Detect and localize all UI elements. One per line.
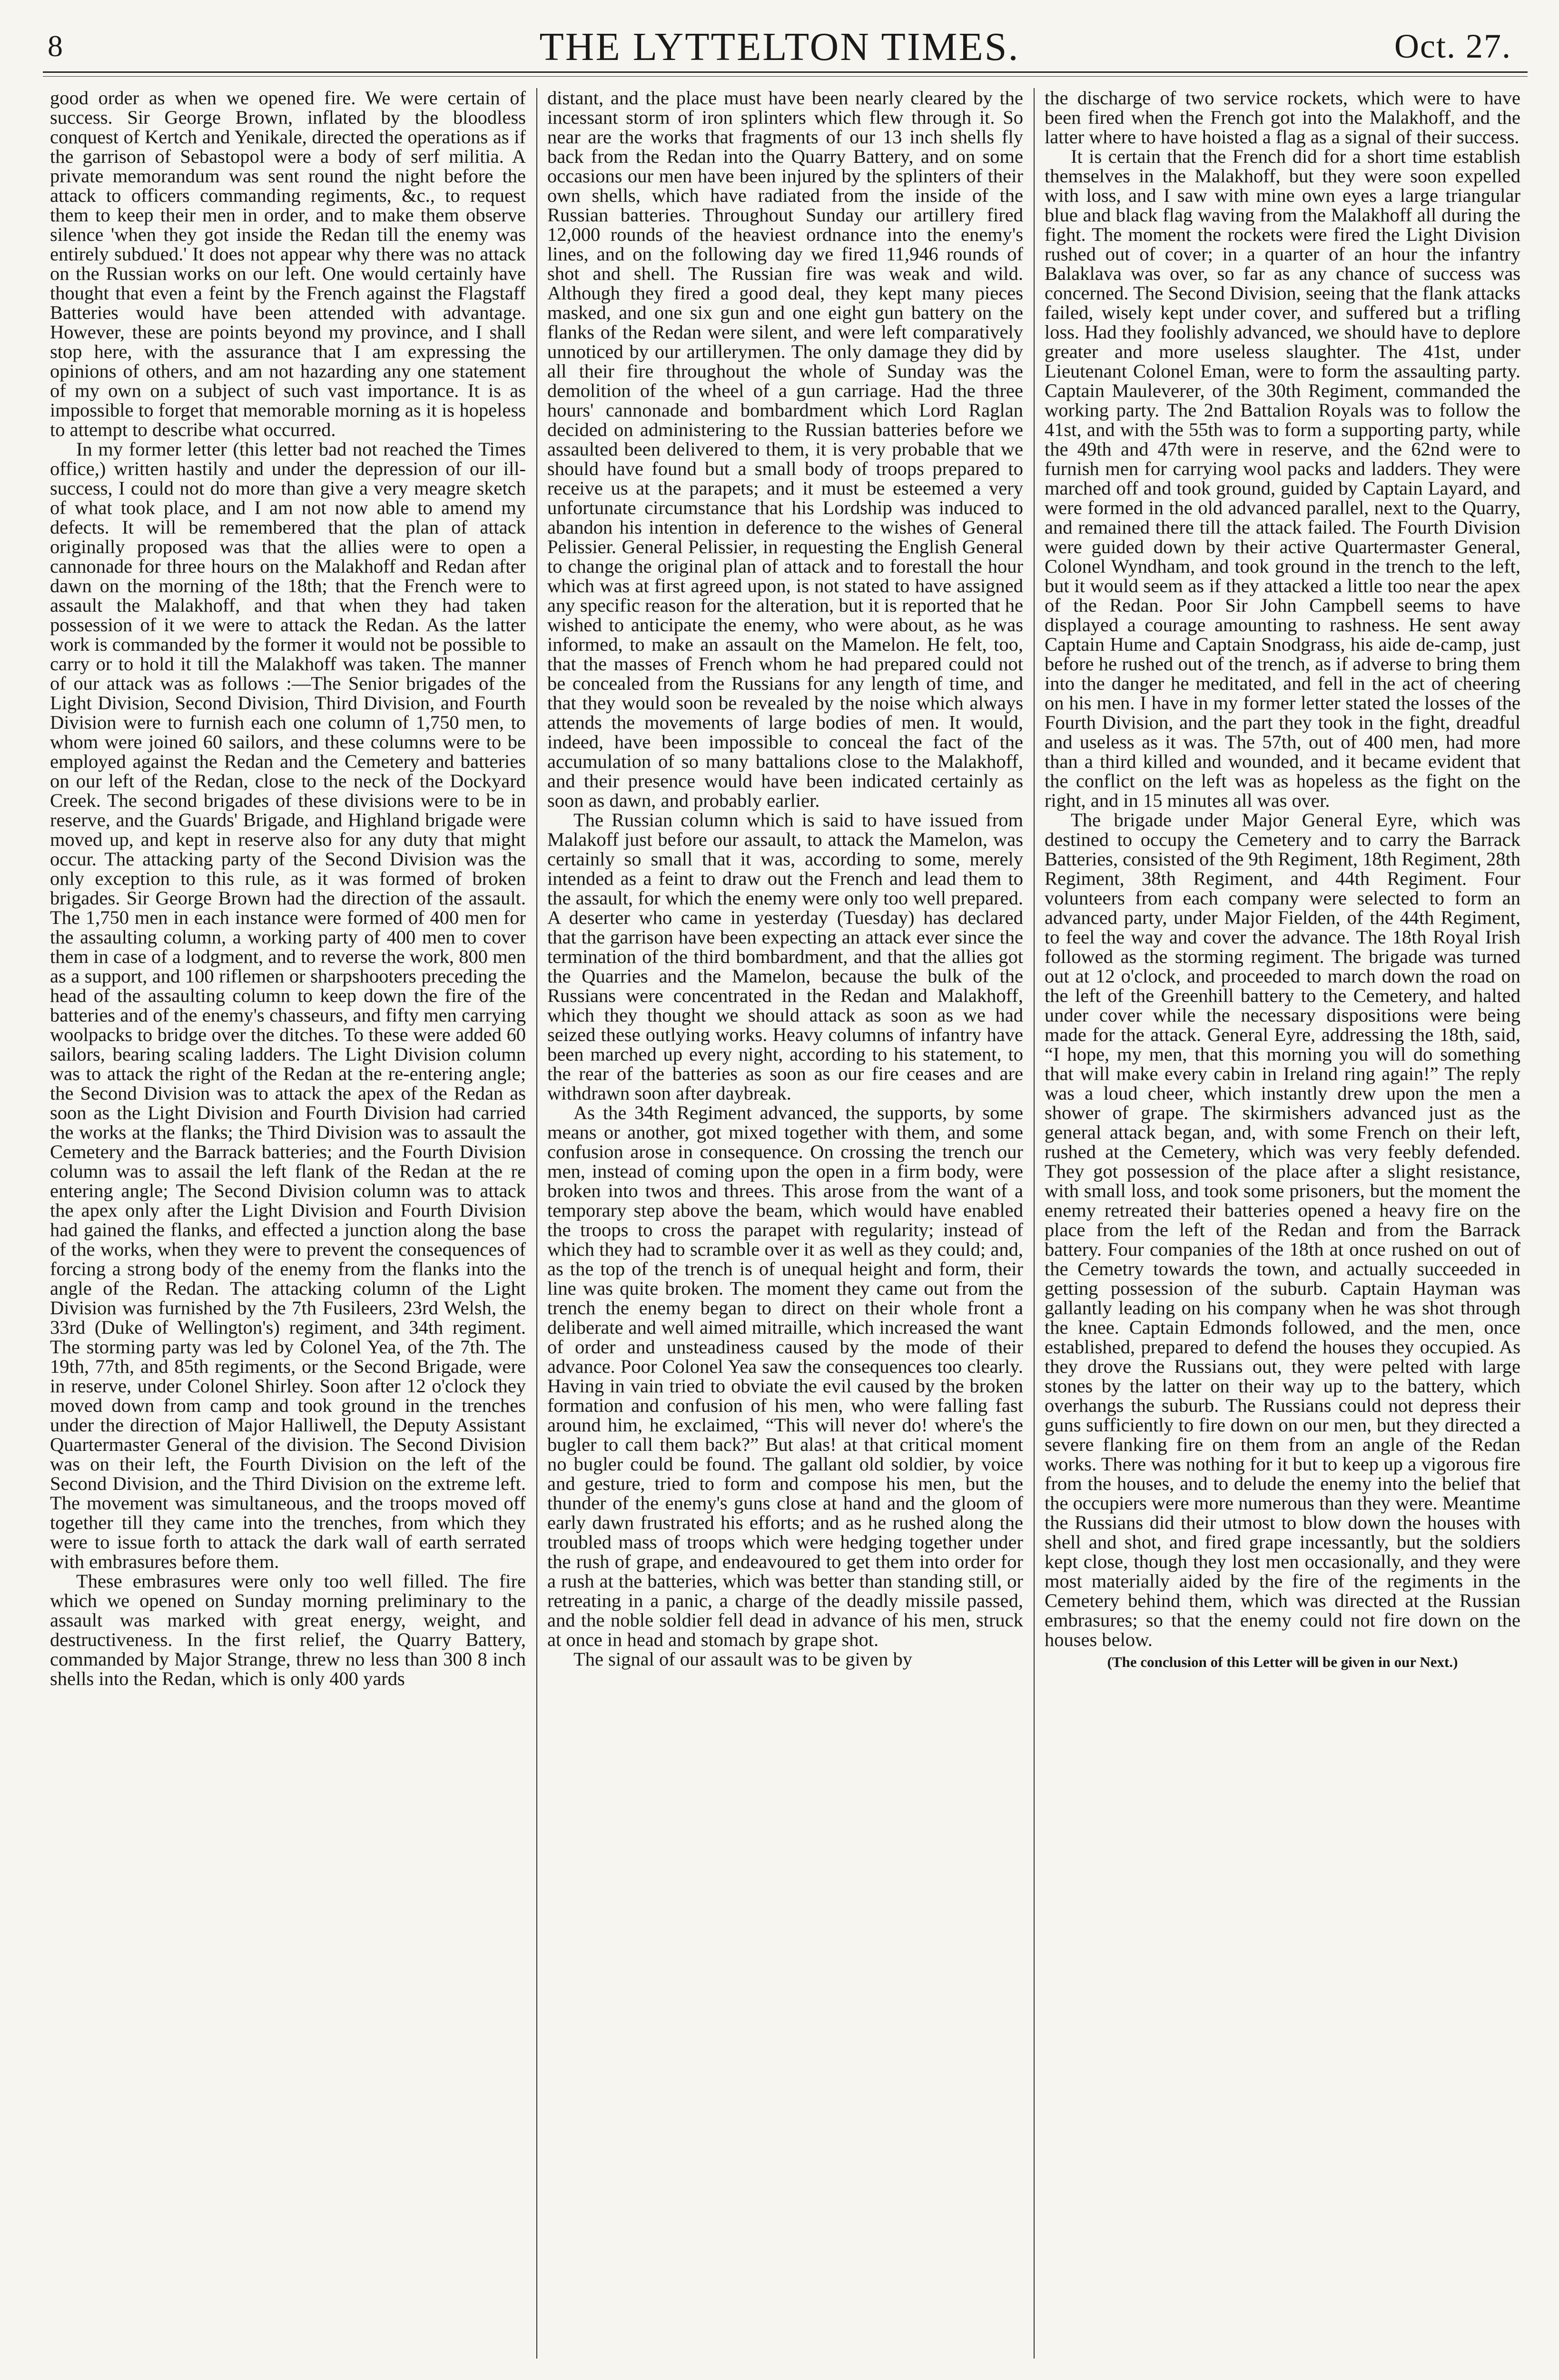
paragraph: As the 34th Regiment advanced, the supports, by some means or another, got mixed together with them, and some confusion arose in consequence. On crossing the trench our men, instead of coming upon the open in a firm body, were broken into twos and threes. This arose from the want of a temporary step above the beam, which would have enabled the troops to cross the parapet with regularity; instead of which they had to scramble over it as well as they could; and, as the top of the trench is of unequal height and form, their line was quite broken. The moment they came out from the trench the enemy began to direct on their whole front a deliberate and well aimed mitraille, which increased the want of order and unsteadiness caused by the mode of their advance. Poor Colonel Yea saw the consequences too clearly. Having in vain tried to obviate the evil caused by the broken formation and confusion of his men, who were falling fast around him, he exclaimed, “This will never do! where's the bugler to call them back?” But alas! at that critical moment no bugler could be found. The gallant old soldier, by voice and gesture, tried to form and compose his men, but the thunder of the enemy's guns close at hand and the gloom of early dawn frustrated his efforts; and as he rushed along the troubled mass of troops which were hedging together under the rush of grape, and endeavoured to get them into order for a rush at the batteries, which was better than standing still, or retreating in a panic, a charge of the deadly missile passed, and the noble soldier fell dead in advance of his men, struck at once in head and stomach by grape shot. [547, 1102, 1023, 1650]
paragraph: The brigade under Major General Eyre, which was destined to occupy the Cemetery and to carry the Barrack Batteries, consisted of the 9th Regiment, 18th Regiment, 28th Regiment, 38th Regiment, and 44th Regiment. Four volunteers from each company were selected to form an advanced party, under Major Fielden, of the 44th Regiment, to feel the way and cover the advance. The 18th Royal Irish followed as the storming regiment. The brigade was turned out at 12 o'clock, and proceeded to march down the road on the left of the Greenhill battery to the Cemetery, and halted under cover while the necessary dispositions were being made for the attack. General Eyre, addressing the 18th, said, “I hope, my men, that this morning you will do something that will make every cabin in Ireland ring again!” The reply was a loud cheer, which instantly drew upon the men a shower of grape. The skirmishers advanced just as the general attack began, and, with some French on their left, rushed at the Cemetery, which was very feebly defended. They got possession of the place after a slight resistance, with small loss, and took some prisoners, but the moment the enemy retreated their batteries opened a heavy fire on the place from the left of the Redan and from the Barrack battery. Four companies of the 18th at once rushed on out of the Cemetry towards the town, and actually succeeded in getting possession of the suburb. Captain Hayman was gallantly leading on his company when he was shot through the knee. Captain Edmonds followed, and the men, once established, prepared to defend the houses they occupied. As they drove the Russians out, they were pelted with large stones by the latter on their way up to the battery, which overhangs the suburb. The Russians could not depress their guns sufficiently to fire down on our men, but they directed a severe flanking fire on them from an angle of the Redan works. There was nothing for it but to keep up a vigorous fire from the houses, and to delude the enemy into the belief that the occupiers were more numerous than they were. Meantime the Russians did their utmost to blow down the houses with shell and shot, and fired grape incessantly, but the soldiers kept close, though they lost men occasionally, and they were most materially aided by the fire of the regiments in the Cemetery behind them, which was directed at the Russian embrasures; so that the enemy could not fire down on the houses below. [1045, 809, 1520, 1650]
column-divider [1034, 88, 1035, 2359]
paragraph: These embrasures were only too well filled. The fire which we opened on Sunday morning preliminary to the assault was marked with great energy, weight, and destructiveness. In the first relief, the Quarry Battery, commanded by Major Strange, threw no less than 300 8 inch shells into the Redan, which is only 400 yards [50, 1570, 526, 1689]
paragraph: distant, and the place must have been nearly cleared by the incessant storm of iron splinters which flew through it. So near are the works that fragments of our 13 inch shells fly back from the Redan into the Quarry Battery, and on some occasions our men have been injured by the splinters of their own shells, which have radiated from the inside of the Russian batteries. Throughout Sunday our artillery fired 12,000 rounds of the heaviest ordnance into the enemy's lines, and on the following day we fired 11,946 rounds of shot and shell. The Russian fire was weak and wild. Although they fired a good deal, they kept many pieces masked, and one six gun and one eight gun battery on the flanks of the Redan were silent, and were left comparatively unnoticed by our artillerymen. The only damage they did by all their fire throughout the whole of Sunday was the demolition of the wheel of a gun carriage. Had the three hours' cannonade and bombardment which Lord Raglan decided on administering to the Russian batteries before we assaulted been delivered to them, it is very probable that we should have found but a small body of troops prepared to receive us at the parapets; and it must be esteemed a very unfortunate circumstance that his Lordship was induced to abandon his intention in deference to the wishes of General Pelissier. General Pelissier, in requesting the English General to change the original plan of attack and to forestall the hour which was at first agreed upon, is not stated to have assigned any specific reason for the alteration, but it is reported that he wished to anticipate the enemy, who were about, as he was informed, to make an assault on the Mamelon. He felt, too, that the masses of French whom he had prepared could not be concealed from the Russians for any length of time, and that they would soon be revealed by the noise which always attends the movements of large bodies of men. It would, indeed, have been impossible to conceal the fact of the accumulation of so many battalions close to the Malakhoff, and their presence would have been indicated certainly as soon as dawn, and probably earlier. [547, 88, 1023, 811]
article-column-1 [50, 88, 526, 2359]
article-column-3 [1045, 88, 1520, 2359]
page-number: 8 [48, 29, 63, 63]
paragraph: It is certain that the French did for a short time establish themselves in the Malakhoff, but they were soon expelled with loss, and I saw with mine own eyes a large triangular blue and black flag waving from the Malakhoff all during the fight. The moment the rockets were fired the Light Division rushed out of cover; in a quarter of an hour the infantry Balaklava was over, so far as any chance of success was concerned. The Second Division, seeing that the flank attacks failed, wisely kept under cover, and suffered but a trifling loss. Had they foolishly advanced, we should have to deplore greater and more useless slaughter. The 41st, under Lieutenant Colonel Eman, were to form the assaulting party. Captain Mauleverer, of the 30th Regiment, commanded the working party. The 2nd Battalion Royals was to follow the 41st, and with the 55th was to form a supporting party, while the 49th and 47th were in reserve, and the 62nd were to furnish men for carrying wool packs and ladders. They were marched off and took ground, guided by Captain Layard, and were formed in the old advanced parallel, next to the Quarry, and remained there till the attack failed. The Fourth Division were guided down by their active Quartermaster General, Colonel Wyndham, and took ground in the trench to the left, but it would seem as if they attacked a little too near the apex of the Redan. Poor Sir John Campbell seems to have displayed a courage amounting to rashness. He sent away Captain Hume and Captain Snodgrass, his aide de-camp, just before he rushed out of the trench, as if adverse to bring them into the danger he meditated, and fell in the act of cheering on his men. I have in my former letter stated the losses of the Fourth Division, and the part they took in the fight, dreadful and useless as it was. The 57th, out of 400 men, had more than a third killed and wounded, and it became evident that the conflict on the left was as hopeless as the fight on the right, and in 15 minutes all was over. [1045, 146, 1520, 811]
paragraph: the discharge of two service rockets, which were to have been fired when the French got into the Malakhoff, and the latter where to have hoisted a flag as a signal of their success. [1045, 88, 1520, 148]
paragraph: The Russian column which is said to have issued from Malakoff just before our assault, to attack the Mamelon, was certainly so small that it was, according to some, merely intended as a feint to draw out the French and lead them to the assault, for which the enemy were only too well prepared. A deserter who came in yesterday (Tuesday) has declared that the garrison have been expecting an attack ever since the termination of the third bombardment, and that the allies got the Quarries and the Mamelon, because the bulk of the Russians were concentrated in the Redan and Malakhoff, which they thought we should attack as soon as we had seized these outlying works. Heavy columns of infantry have been marched up every night, according to his statement, to the rear of the batteries as soon as our fire ceases and are withdrawn soon after daybreak. [547, 809, 1023, 1104]
header-rule [43, 71, 1528, 73]
issue-date: Oct. 27. [1394, 27, 1511, 65]
paragraph: The signal of our assault was to be given by [573, 1648, 912, 1670]
continuation-note: (The conclusion of this Letter will be given in our Next.) [1107, 1654, 1458, 1670]
newspaper-title: THE LYTTELTON TIMES. [539, 25, 1020, 69]
paragraph: In my former letter (this letter bad not reached the Times office,) written hastily and under the depression of our ill-success, I could not do more than give a very meagre sketch of what took place, and I am not now able to amend my defects. It will be remembered that the plan of attack originally proposed was that the allies were to open a cannonade for three hours on the Malakhoff and Redan after dawn on the morning of the 18th; that the French were to assault the Malakhoff, and that when they had taken possession of it we were to attack the Redan. As the latter work is commanded by the former it would not be possible to carry or to hold it till the Malakhoff was taken. The manner of our attack was as follows :—The Senior brigades of the Light Division, Second Division, Third Division, and Fourth Division were to furnish each one column of 1,750 men, to whom were joined 60 sailors, and these columns were to be employed against the Redan and the Cemetery and batteries on our left of the Redan, close to the neck of the Dockyard Creek. The second brigades of these divisions were to be in reserve, and the Guards' Brigade, and Highland brigade were moved up, and kept in reserve also for any duty that might occur. The attacking party of the Second Division was the only exception to this rule, as it was formed of broken brigades. Sir George Brown had the direction of the assault. The 1,750 men in each instance were formed of 400 men for the assaulting column, a working party of 400 men to cover them in case of a lodgment, and to reverse the work, 800 men as a support, and 100 riflemen or sharpshooters preceding the head of the assaulting column to keep down the fire of the batteries and of the enemy's chasseurs, and fifty men carrying woolpacks to bridge over the ditches. To these were added 60 sailors, bearing scaling ladders. The Light Division column was to attack the right of the Redan at the re-entering angle; the Second Division was to attack the apex of the Redan as soon as the Light Division and Fourth Division had carried the works at the flanks; the Third Division was to assault the Cemetery and the Barrack batteries; and the Fourth Division column was to assail the left flank of the Redan at the re entering angle; The Second Division column was to attack the apex only after the Light Division and Fourth Division had gained the flanks, and effected a junction along the base of the works, when they were to prevent the consequences of forcing a strong body of the enemy from the flanks into the angle of the Redan. The attacking column of the Light Division was furnished by the 7th Fusileers, 23rd Welsh, the 33rd (Duke of Wellington's) regiment, and 34th regiment. The storming party was led by Colonel Yea, of the 7th. The 19th, 77th, and 85th regiments, or the Second Brigade, were in reserve, under Colonel Shirley. Soon after 12 o'clock they moved down from camp and took ground in the trenches under the direction of Major Halliwell, the Deputy Assistant Quartermaster General of the division. The Second Division was on their left, the Fourth Division on the left of the Second Division, and the Third Division on the extreme left. The movement was simultaneous, and the troops moved off together till they came into the trenches, from which they were to issue forth to attack the dark wall of earth serrated with embrasures before them. [50, 438, 526, 1572]
article-column-2 [547, 88, 1023, 2359]
paragraph: good order as when we opened fire. We were certain of success. Sir George Brown, inflated by the bloodless conquest of Kertch and Yenikale, directed the operations as if the garrison of Sebastopol were a body of serf militia. A private memorandum was sent round the night before the attack to officers commanding regiments, &c., to request them to keep their men in order, and to make them observe silence 'when they got inside the Redan till the enemy was entirely subdued.' It does not appear why there was no attack on the Russian works on our left. One would certainly have thought that even a feint by the French against the Flagstaff Batteries would have been attended with advantage. However, these are points beyond my province, and I shall stop here, with the assurance that I am expressing the opinions of others, and am not hazarding any one statement of my own on a subject of such vast importance. It is as impossible to forget that memorable morning as it is hopeless to attempt to describe what occurred. [50, 88, 526, 440]
masthead [29, 19, 1530, 71]
column-divider [536, 88, 537, 2359]
header-rule-thin [43, 76, 1528, 77]
